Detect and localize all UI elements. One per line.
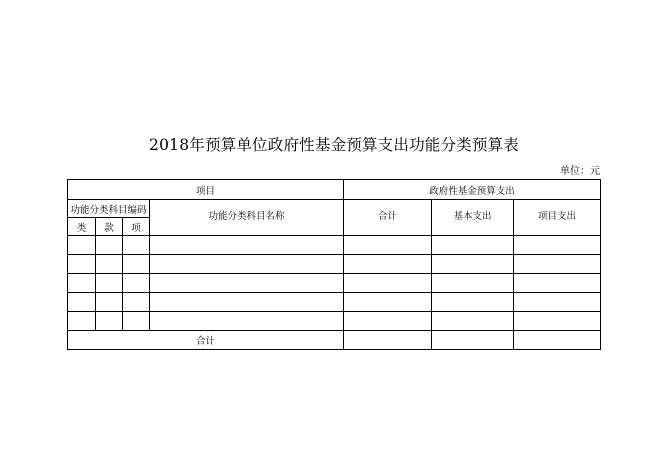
header-func-name: 功能分类科目名称 <box>150 200 344 236</box>
total-project-cell <box>514 331 601 350</box>
lei-cell <box>68 236 96 255</box>
table-row <box>68 274 601 293</box>
lei-cell <box>68 293 96 312</box>
basic-cell <box>432 312 514 331</box>
project-cell <box>514 274 601 293</box>
document-title: 2018年预算单位政府性基金预算支出功能分类预算表 <box>149 136 519 154</box>
table-row <box>68 255 601 274</box>
project-cell <box>514 293 601 312</box>
header-kuan: 款 <box>96 218 123 236</box>
name-cell <box>150 236 344 255</box>
total-cell <box>344 293 432 312</box>
basic-cell <box>432 255 514 274</box>
basic-cell <box>432 293 514 312</box>
kuan-cell <box>96 255 123 274</box>
header-lei: 类 <box>68 218 96 236</box>
header-row-2 <box>68 200 601 218</box>
lei-cell <box>68 255 96 274</box>
unit-label: 单位：元 <box>560 166 600 177</box>
header-gov-fund-expenditure: 政府性基金预算支出 <box>344 180 601 200</box>
basic-cell <box>432 236 514 255</box>
header-project: 项目 <box>68 180 344 200</box>
table-row <box>68 293 601 312</box>
total-cell <box>344 312 432 331</box>
total-label: 合计 <box>68 331 344 350</box>
total-cell <box>344 236 432 255</box>
header-project-expenditure: 项目支出 <box>514 200 601 236</box>
header-basic: 基本支出 <box>432 200 514 236</box>
project-cell <box>514 255 601 274</box>
total-cell <box>344 274 432 293</box>
lei-cell <box>68 312 96 331</box>
kuan-cell <box>96 274 123 293</box>
kuan-cell <box>96 293 123 312</box>
total-cell <box>344 331 432 350</box>
name-cell <box>150 293 344 312</box>
xiang-cell <box>123 255 150 274</box>
name-cell <box>150 274 344 293</box>
lei-cell <box>68 274 96 293</box>
header-row-1 <box>68 180 601 200</box>
name-cell <box>150 255 344 274</box>
xiang-cell <box>123 236 150 255</box>
total-cell <box>344 255 432 274</box>
basic-cell <box>432 274 514 293</box>
project-cell <box>514 236 601 255</box>
total-row <box>68 331 601 350</box>
xiang-cell <box>123 293 150 312</box>
table-row <box>68 236 601 255</box>
xiang-cell <box>123 274 150 293</box>
project-cell <box>514 312 601 331</box>
xiang-cell <box>123 312 150 331</box>
header-total: 合计 <box>344 200 432 236</box>
kuan-cell <box>96 312 123 331</box>
kuan-cell <box>96 236 123 255</box>
name-cell <box>150 312 344 331</box>
table-row <box>68 312 601 331</box>
header-xiang: 项 <box>123 218 150 236</box>
header-func-code: 功能分类科目编码 <box>68 200 150 218</box>
budget-table <box>67 179 601 350</box>
total-basic-cell <box>432 331 514 350</box>
